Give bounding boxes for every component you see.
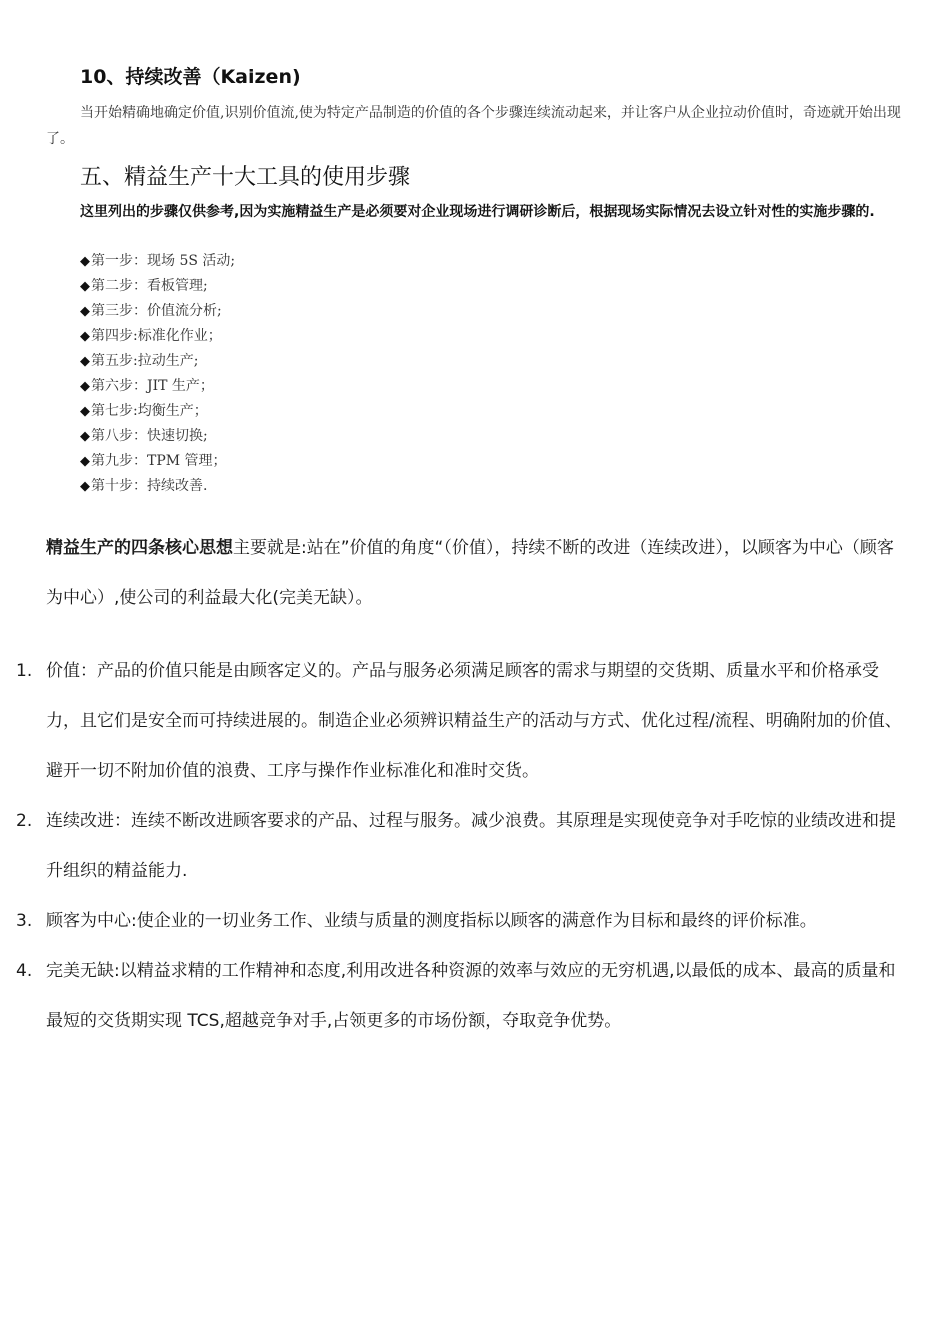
list-number: 2.	[16, 811, 33, 831]
list-number: 3.	[16, 911, 33, 931]
step-label: 第八步：快速切换;	[91, 428, 208, 444]
list-item	[80, 449, 235, 474]
step-label: 第六步：JIT 生产；	[91, 378, 214, 394]
step-label: 第一步：现场 5S 活动;	[91, 253, 236, 269]
core-ideas-paragraph	[46, 523, 908, 623]
list-item	[80, 324, 235, 349]
principle-text: 价值：产品的价值只能是由顾客定义的。产品与服务必须满足顾客的需求与期望的交货期、质量水平和价格承受力，且它们是安全而可持续进展的。制造企业必须辨识精益生产的活动与方式、优化过程/流程、明确附加的价值、避开一切不附加价值的浪费、工序与操作作业标准化和准时交货。	[46, 661, 902, 781]
list-number: 1.	[16, 661, 33, 681]
core-ideas-lead: 精益生产的四条核心思想	[46, 538, 233, 558]
list-item	[0, 946, 910, 1046]
list-item	[0, 896, 910, 946]
principle-text: 顾客为中心:使企业的一切业务工作、业绩与质量的测度指标以顾客的满意作为目标和最终的评价标准。	[46, 911, 817, 931]
diamond-bullet-icon: ◆	[80, 279, 90, 294]
step-label: 第十步：持续改善.	[91, 478, 208, 494]
core-ideas-text: 主要就是:站在”价值的角度“（价值），持续不断的改进（连续改进），以顾客为中心（顾客为中心）,使公司的利益最大化(完美无缺）。	[46, 538, 894, 608]
diamond-bullet-icon: ◆	[80, 304, 90, 319]
diamond-bullet-icon: ◆	[80, 454, 90, 469]
list-number: 4.	[16, 961, 33, 981]
step-label: 第九步：TPM 管理；	[91, 453, 227, 469]
list-item	[80, 474, 235, 499]
list-item	[80, 399, 235, 424]
list-item	[0, 796, 910, 896]
kaizen-paragraph: 当开始精确地确定价值,识别价值流,使为特定产品制造的价值的各个步骤连续流动起来，并让客户从企业拉动价值时，奇迹就开始出现了。	[46, 105, 901, 147]
diamond-bullet-icon: ◆	[80, 429, 90, 444]
principles-list	[0, 646, 910, 1046]
list-item	[80, 349, 235, 374]
diamond-bullet-icon: ◆	[80, 379, 90, 394]
list-item	[80, 424, 235, 449]
diamond-bullet-icon: ◆	[80, 354, 90, 369]
steps-heading: 五、精益生产十大工具的使用步骤	[80, 165, 411, 190]
principle-text: 完美无缺:以精益求精的工作精神和态度,利用改进各种资源的效率与效应的无穷机遇,以最低的成本、最高的质量和最短的交货期实现 TCS,超越竞争对手,占领更多的市场份额，夺取竞争优势。	[46, 961, 896, 1031]
diamond-bullet-icon: ◆	[80, 329, 90, 344]
diamond-bullet-icon: ◆	[80, 254, 90, 269]
steps-note: 这里列出的步骤仅供参考,因为实施精益生产是必须要对企业现场进行调研诊断后，根据现场实际情况去设立针对性的实施步骤的.	[80, 204, 875, 220]
step-label: 第七步:均衡生产；	[91, 403, 208, 419]
diamond-bullet-icon: ◆	[80, 479, 90, 494]
kaizen-heading: 10、持续改善（Kaizen)	[80, 66, 301, 88]
list-item	[80, 274, 235, 299]
step-label: 第三步：价值流分析;	[91, 303, 222, 319]
list-item	[80, 299, 235, 324]
list-item	[80, 249, 235, 274]
step-label: 第四步:标准化作业；	[91, 328, 222, 344]
step-list	[80, 249, 235, 499]
principle-text: 连续改进：连续不断改进顾客要求的产品、过程与服务。减少浪费。其原理是实现使竞争对手吃惊的业绩改进和提升组织的精益能力.	[46, 811, 896, 881]
diamond-bullet-icon: ◆	[80, 404, 90, 419]
step-label: 第五步:拉动生产;	[91, 353, 199, 369]
list-item	[80, 374, 235, 399]
list-item	[0, 646, 910, 796]
step-label: 第二步：看板管理;	[91, 278, 208, 294]
